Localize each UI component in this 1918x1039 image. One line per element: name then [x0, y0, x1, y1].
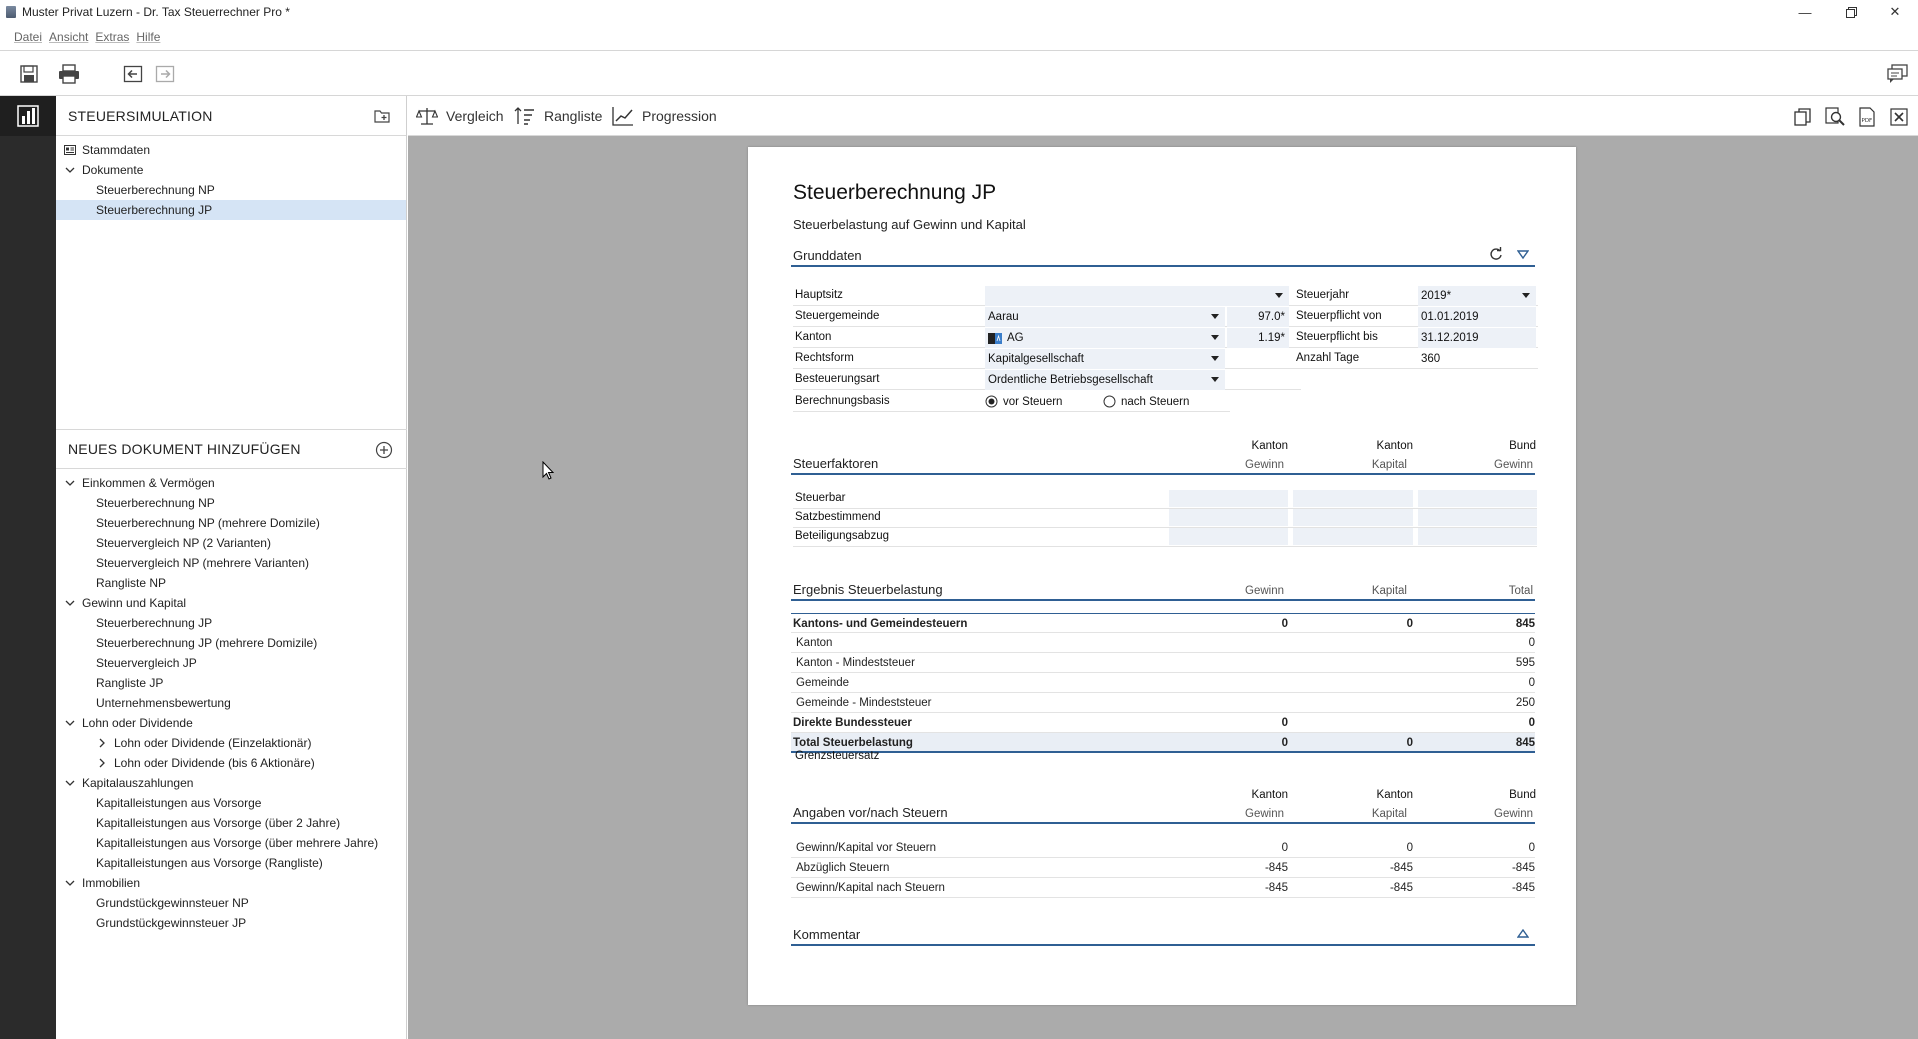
tree-item-label: Kapitalauszahlungen — [82, 776, 194, 790]
tree-item[interactable] — [56, 813, 407, 833]
progression-button[interactable] — [612, 106, 717, 126]
grenzsteuersatz-label: Grenzsteuersatz — [795, 749, 880, 762]
tree-item[interactable] — [56, 613, 407, 633]
grunddaten-header — [791, 245, 1535, 267]
tree-item-dokumente[interactable] — [56, 160, 406, 180]
tree-item-label: Rangliste JP — [96, 676, 164, 690]
tree-item-label: Lohn oder Dividende — [82, 716, 193, 730]
zoom-icon — [1825, 107, 1845, 127]
value: Aarau — [988, 311, 1019, 323]
panel-header-steuersimulation — [56, 96, 406, 136]
svg-text:PDF: PDF — [1861, 118, 1873, 124]
cell-total: 250 — [1515, 697, 1535, 709]
label: Besteuerungsart — [795, 373, 880, 385]
tree-item[interactable] — [56, 553, 407, 573]
ergebnis-header — [791, 579, 1535, 601]
chat-icon — [1887, 64, 1909, 84]
chevron-right-icon[interactable] — [96, 738, 108, 748]
value: 31.12.2019 — [1421, 332, 1479, 344]
document-page — [748, 147, 1576, 1005]
radio-label: vor Steuern — [1003, 395, 1063, 408]
tree-item[interactable] — [56, 653, 407, 673]
value: 1.19* — [1258, 332, 1285, 344]
copy-icon — [1793, 107, 1813, 127]
label: Steuerpflicht von — [1296, 310, 1382, 322]
cell-value: -845 — [1389, 862, 1413, 874]
panel-title: NEUES DOKUMENT HINZUFÜGEN — [68, 441, 301, 457]
scale-icon — [416, 106, 438, 126]
canton-flag-icon — [988, 333, 1002, 344]
app-icon — [6, 6, 16, 18]
tree-item-label: Steuerberechnung NP — [96, 183, 215, 197]
panel-header-neues-dokument — [56, 429, 407, 469]
tree-item[interactable] — [56, 693, 407, 713]
menu-datei[interactable]: Datei — [14, 30, 43, 44]
value: 2019* — [1421, 290, 1452, 302]
radio-unchecked-icon — [1103, 395, 1116, 408]
rangliste-button[interactable] — [514, 106, 602, 126]
col-header: Gewinn — [1494, 808, 1533, 820]
pdf-export-button[interactable] — [1856, 106, 1878, 128]
col-header: Gewinn — [1245, 585, 1284, 597]
label: Hauptsitz — [795, 289, 843, 301]
dropdown-arrow-icon — [1522, 293, 1530, 298]
satzbestimmend-kanton-kapital-input[interactable] — [1293, 509, 1413, 526]
ergebnis-row — [791, 613, 1535, 633]
tree-item-label: Kapitalleistungen aus Vorsorge — [96, 796, 262, 810]
cell-total: 845 — [1515, 737, 1535, 749]
simulation-nav-button[interactable] — [0, 96, 56, 136]
tree-item[interactable] — [56, 913, 407, 933]
steuerfuss-gemeinde-input[interactable] — [1227, 307, 1289, 327]
tree-item[interactable] — [56, 753, 407, 773]
tree-item-steuerberechnung-np[interactable] — [56, 180, 406, 200]
label: Steuergemeinde — [795, 310, 880, 322]
label: Steuerbar — [795, 492, 846, 504]
preview-button[interactable] — [1824, 106, 1846, 128]
row-label: Kanton — [796, 637, 833, 649]
menu-ansicht[interactable]: Ansicht — [49, 30, 89, 44]
cell-value: -845 — [1264, 882, 1288, 894]
row-label: Gemeinde — [796, 677, 850, 689]
excel-export-button[interactable] — [1888, 106, 1910, 128]
label: Beteiligungsabzug — [795, 530, 889, 542]
steuergemeinde-select[interactable] — [985, 307, 1225, 327]
angaben-row — [791, 858, 1535, 878]
vergleich-label: Vergleich — [446, 108, 504, 124]
value: Ordentliche Betriebsgesellschaft — [988, 374, 1153, 386]
tree-item-stammdaten[interactable] — [56, 140, 406, 160]
angaben-row — [791, 878, 1535, 898]
rechtsform-select[interactable] — [985, 349, 1225, 369]
pdf-icon — [1857, 107, 1877, 127]
radio-vor-steuern[interactable] — [985, 391, 1062, 412]
section-title: Angaben vor/nach Steuern — [793, 805, 948, 820]
steuerpflicht-bis-input[interactable] — [1418, 328, 1536, 348]
col-header: Kanton — [1376, 789, 1413, 801]
steuerjahr-select[interactable] — [1418, 286, 1536, 306]
panel-title: STEUERSIMULATION — [68, 107, 213, 124]
cell-total: 0 — [1528, 717, 1535, 729]
ergebnis-row — [791, 733, 1535, 753]
tree-item[interactable] — [56, 633, 407, 653]
col-header: Kanton — [1376, 440, 1413, 452]
tree-item-label: Kapitalleistungen aus Vorsorge (über mehrere Jahre) — [96, 836, 379, 850]
doc-subtitle: Steuerbelastung auf Gewinn und Kapital — [793, 217, 1026, 232]
tree-item-label: Einkommen & Vermögen — [82, 476, 215, 490]
tree-item-label: Immobilien — [82, 876, 141, 890]
col-header: Kapital — [1371, 459, 1407, 471]
row-label: Total Steuerbelastung — [793, 737, 913, 749]
tree-item-label: Kapitalleistungen aus Vorsorge (über 2 Jahre) — [96, 816, 341, 830]
tree-item-label: Steuerberechnung NP (mehrere Domizile) — [96, 516, 320, 530]
cell-kapital: 0 — [1406, 737, 1413, 749]
col-header: Kapital — [1371, 585, 1407, 597]
cell-total: 595 — [1515, 657, 1535, 669]
main-toolbar — [0, 50, 1918, 96]
tree-item-label: Steuervergleich JP — [96, 656, 197, 670]
steuerfaktoren-header — [791, 453, 1535, 475]
cell-total: 0 — [1528, 677, 1535, 689]
chart-icon — [17, 105, 39, 127]
print-icon — [58, 64, 80, 84]
cell-total: 845 — [1515, 618, 1535, 630]
hauptsitz-select[interactable] — [985, 286, 1289, 306]
section-title: Steuerfaktoren — [793, 456, 879, 471]
radio-nach-steuern[interactable] — [1103, 391, 1189, 412]
value: 97.0* — [1258, 311, 1285, 323]
tree-group[interactable] — [56, 473, 407, 493]
title-bar — [0, 0, 1918, 24]
cell-value: 0 — [1281, 842, 1288, 854]
document-tree — [56, 136, 406, 220]
refresh-icon[interactable] — [1489, 247, 1503, 261]
steuerfuss-kanton-input[interactable] — [1227, 328, 1289, 348]
cell-gewinn: 0 — [1281, 737, 1288, 749]
folder-add-icon — [374, 108, 392, 124]
besteuerungsart-select[interactable] — [985, 370, 1225, 390]
ergebnis-row — [791, 633, 1535, 653]
tree-group[interactable] — [56, 593, 407, 613]
cell-value: -845 — [1511, 882, 1535, 894]
template-tree — [56, 469, 407, 933]
tree-item[interactable] — [56, 493, 407, 513]
cell-value: -845 — [1511, 862, 1535, 874]
row-label: Gewinn/Kapital vor Steuern — [796, 842, 936, 854]
menu-hilfe[interactable]: Hilfe — [136, 30, 161, 44]
doc-title: Steuerberechnung JP — [793, 181, 997, 204]
tree-item[interactable] — [56, 513, 407, 533]
cell-value: -845 — [1389, 882, 1413, 894]
dropdown-arrow-icon — [1211, 377, 1219, 382]
ergebnis-row — [791, 673, 1535, 693]
cell-value: 0 — [1528, 842, 1535, 854]
tree-item-label: Gewinn und Kapital — [82, 596, 187, 610]
chevron-down-icon[interactable] — [64, 600, 76, 606]
dropdown-arrow-icon — [1211, 314, 1219, 319]
row-label: Kanton - Mindeststeuer — [796, 657, 915, 669]
cell-value: -845 — [1264, 862, 1288, 874]
save-button[interactable] — [16, 61, 42, 87]
beteiligungsabzug-kanton-gewinn-input[interactable] — [1169, 528, 1288, 545]
col-header: Total — [1508, 585, 1533, 597]
kommentar-header — [791, 924, 1535, 946]
label: Anzahl Tage — [1296, 352, 1360, 364]
back-button[interactable] — [120, 61, 146, 87]
dropdown-arrow-icon — [1275, 293, 1283, 298]
value: 01.01.2019 — [1421, 311, 1479, 323]
row-label: Gewinn/Kapital nach Steuern — [796, 882, 945, 894]
label: Rechtsform — [795, 352, 854, 364]
chevron-down-icon[interactable] — [64, 780, 76, 786]
ranking-icon — [514, 106, 536, 126]
tree-item-label: Grundstückgewinnsteuer NP — [96, 896, 249, 910]
cell-total: 0 — [1528, 637, 1535, 649]
cell-gewinn: 0 — [1281, 618, 1288, 630]
restore-icon — [1846, 7, 1857, 18]
tree-group[interactable] — [56, 773, 407, 793]
radio-label: nach Steuern — [1121, 395, 1190, 408]
chevron-right-icon[interactable] — [96, 758, 108, 768]
tree-item-label: Dokumente — [82, 163, 144, 177]
col-header: Gewinn — [1494, 459, 1533, 471]
dropdown-arrow-icon — [1211, 356, 1219, 361]
label: Berechnungsbasis — [795, 395, 890, 407]
section-title: Ergebnis Steuerbelastung — [793, 582, 943, 597]
rangliste-label: Rangliste — [544, 108, 603, 124]
cell-gewinn: 0 — [1281, 717, 1288, 729]
section-title: Kommentar — [793, 927, 861, 942]
copy-button[interactable] — [1792, 106, 1814, 128]
col-header: Bund — [1509, 789, 1536, 801]
steuerbar-kanton-gewinn-input[interactable] — [1169, 490, 1288, 507]
save-icon — [19, 64, 39, 84]
line-chart-icon — [612, 106, 634, 126]
collapse-section-icon[interactable] — [1517, 250, 1529, 260]
col-header: Bund — [1509, 440, 1536, 452]
mouse-cursor-icon — [542, 461, 556, 481]
kanton-select[interactable] — [985, 328, 1225, 348]
beteiligungsabzug-kanton-kapital-input[interactable] — [1293, 528, 1413, 545]
value: Kapitalgesellschaft — [988, 353, 1084, 365]
feedback-button[interactable] — [1885, 61, 1911, 87]
chevron-down-icon[interactable] — [64, 167, 76, 173]
arrow-right-icon — [155, 64, 175, 84]
tree-item[interactable] — [56, 853, 407, 873]
chevron-down-icon[interactable] — [64, 880, 76, 886]
col-header: Kapital — [1371, 808, 1407, 820]
menu-extras[interactable]: Extras — [95, 30, 130, 44]
chevron-down-icon[interactable] — [64, 720, 76, 726]
expand-section-icon[interactable] — [1517, 929, 1529, 939]
tree-item[interactable] — [56, 533, 407, 553]
row-label: Direkte Bundessteuer — [793, 717, 912, 729]
restore-button[interactable] — [1828, 0, 1874, 24]
add-document-section — [56, 429, 407, 933]
col-header: Kanton — [1251, 789, 1288, 801]
menu-bar — [0, 26, 167, 48]
close-button[interactable]: ✕ — [1889, 4, 1901, 19]
satzbestimmend-kanton-gewinn-input[interactable] — [1169, 509, 1288, 526]
tree-item-label: Lohn oder Dividende (Einzelaktionär) — [114, 736, 312, 750]
tree-group[interactable] — [56, 873, 407, 893]
tree-item-label: Steuerberechnung JP — [96, 616, 213, 630]
excel-icon — [1889, 107, 1909, 127]
row-anzahl-tage — [1294, 348, 1538, 369]
label: Steuerjahr — [1296, 289, 1350, 301]
ergebnis-row — [791, 713, 1535, 733]
tree-group[interactable] — [56, 713, 407, 733]
tree-item[interactable] — [56, 833, 407, 853]
nav-rail — [0, 96, 56, 1039]
tree-item-label: Lohn oder Dividende (bis 6 Aktionäre) — [114, 756, 315, 770]
tree-item-label: Unternehmensbewertung — [96, 696, 231, 710]
print-button[interactable] — [56, 61, 82, 87]
tree-item[interactable] — [56, 673, 407, 693]
anzahl-tage-value: 360 — [1421, 352, 1441, 365]
tree-item-steuerberechnung-jp[interactable] — [56, 200, 406, 220]
label: Satzbestimmend — [795, 511, 881, 523]
label: Kanton — [795, 331, 832, 343]
angaben-header — [791, 802, 1535, 824]
ergebnis-row — [791, 653, 1535, 673]
tree-item-label: Rangliste NP — [96, 576, 167, 590]
col-header: Gewinn — [1245, 808, 1284, 820]
row-label: Gemeinde - Mindeststeuer — [796, 697, 932, 709]
add-document-button[interactable] — [375, 441, 393, 459]
sidebar — [56, 96, 407, 1039]
tree-item-label: Steuervergleich NP (mehrere Varianten) — [96, 556, 309, 570]
id-card-icon — [64, 145, 76, 155]
tree-item-label: Steuerberechnung NP — [96, 496, 215, 510]
tree-item-label: Steuerberechnung JP (mehrere Domizile) — [96, 636, 318, 650]
steuerpflicht-von-input[interactable] — [1418, 307, 1536, 327]
steuerbar-bund-gewinn-input[interactable] — [1418, 490, 1537, 507]
col-header: Gewinn — [1245, 459, 1284, 471]
new-folder-button[interactable] — [374, 107, 392, 125]
row-label: Abzüglich Steuern — [796, 862, 890, 874]
vergleich-button[interactable] — [416, 106, 504, 126]
progression-label: Progression — [642, 108, 717, 124]
tree-item-label: Grundstückgewinnsteuer JP — [96, 916, 247, 930]
minimize-button[interactable]: — — [1798, 4, 1812, 20]
chevron-down-icon[interactable] — [64, 480, 76, 486]
value: AG — [1007, 332, 1024, 344]
dropdown-arrow-icon — [1211, 335, 1219, 340]
label: Steuerpflicht bis — [1296, 331, 1378, 343]
tree-item[interactable] — [56, 573, 407, 593]
section-title: Grunddaten — [793, 248, 862, 263]
tree-item-label: Steuervergleich NP (2 Varianten) — [96, 536, 271, 550]
tree-item[interactable] — [56, 733, 407, 753]
radio-checked-icon — [985, 395, 998, 408]
beteiligungsabzug-bund-gewinn-input[interactable] — [1418, 528, 1537, 545]
row-label: Kantons- und Gemeindesteuern — [793, 618, 968, 630]
ergebnis-row — [791, 693, 1535, 713]
plus-circle-icon — [375, 441, 393, 459]
cell-value: 0 — [1406, 842, 1413, 854]
col-header: Kanton — [1251, 440, 1288, 452]
arrow-left-icon — [123, 64, 143, 84]
angaben-row — [791, 838, 1535, 858]
tree-item[interactable] — [56, 893, 407, 913]
satzbestimmend-bund-gewinn-input[interactable] — [1418, 509, 1537, 526]
forward-button[interactable] — [152, 61, 178, 87]
tree-item[interactable] — [56, 793, 407, 813]
tree-item-label: Kapitalleistungen aus Vorsorge (Rangliste) — [96, 856, 323, 870]
tree-item-label: Stammdaten — [82, 143, 151, 157]
window-title: Muster Privat Luzern - Dr. Tax Steuerrechner Pro * — [22, 5, 290, 19]
tree-item-label: Steuerberechnung JP — [96, 203, 213, 217]
cell-kapital: 0 — [1406, 618, 1413, 630]
document-toolbar — [408, 96, 1918, 136]
steuerbar-kanton-kapital-input[interactable] — [1293, 490, 1413, 507]
